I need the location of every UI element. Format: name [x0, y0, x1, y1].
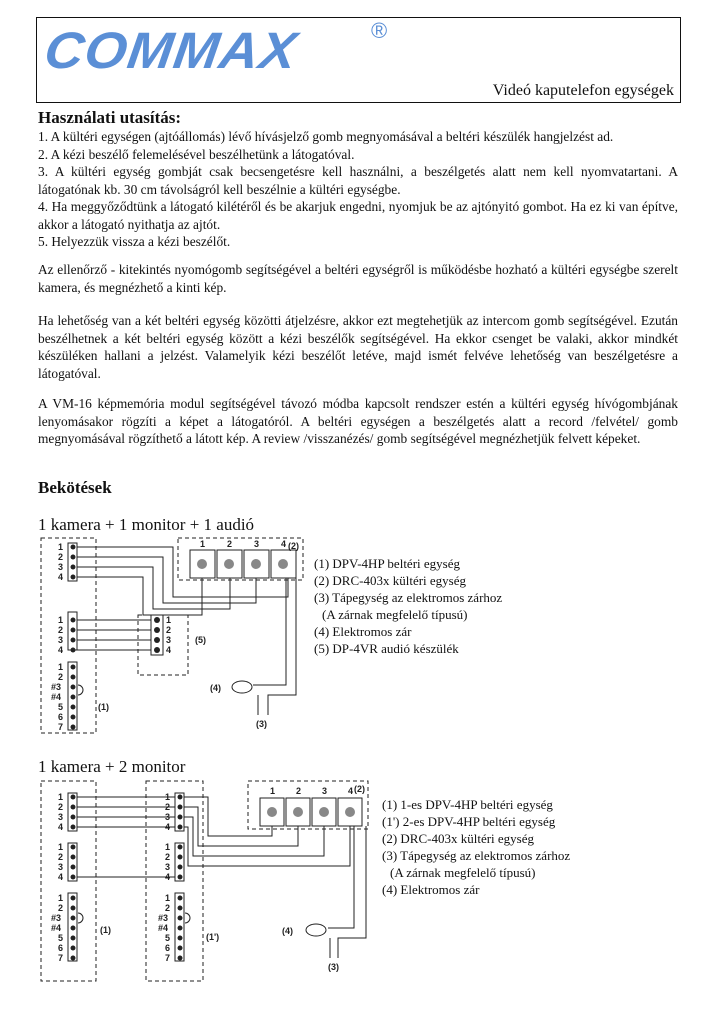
instruction-item: 1. A kültéri egységen (ajtóállomás) lévő hívásjelző gomb megnyomásával a beltéri készülék hangjelzést ad.: [38, 129, 614, 144]
terminal-label: #3: [51, 682, 62, 692]
port-label: 2: [166, 625, 172, 635]
legend-item: (2) DRC-403x kültéri egység: [314, 573, 467, 588]
port-label: 3: [322, 786, 328, 796]
terminal-label: 2: [165, 802, 171, 812]
terminal-label: 5: [165, 933, 171, 943]
instructions-title: Használati utasítás:: [38, 108, 182, 127]
instruction-item: 5. Helyezzük vissza a kézi beszélőt.: [38, 234, 231, 249]
terminal-label: 1: [58, 662, 64, 672]
port-label: 1: [200, 539, 206, 549]
terminal-label: #4: [51, 923, 62, 933]
terminal-label: 1: [58, 542, 64, 552]
unit-label: (2): [288, 541, 299, 551]
terminal-label: 4: [58, 572, 64, 582]
port-label: 1: [270, 786, 276, 796]
terminal-label: 2: [58, 903, 64, 913]
paragraph-monitor: [38, 261, 678, 296]
terminal-label: 2: [58, 672, 64, 682]
paragraph-memory: [38, 395, 678, 448]
terminal-label: 6: [165, 943, 171, 953]
terminal-label: 2: [58, 625, 64, 635]
body-paragraph: A VM-16 képmemória modul segítségével távozó módba kapcsolt rendszer estén a kültéri egység hívógombjának lenyomásakor rögzíti a képet a látogatóról. A beltéri egységen a beszélgetés alatt a record /felvétel/ gomb megnyomásával rögzíthető a látott kép. A review /visszanézés/ gomb segítségével megnézhetjük felvett képeket.: [38, 396, 678, 446]
terminal-label: 6: [58, 943, 64, 953]
unit-label: (1'): [206, 932, 220, 942]
unit-label: (3): [328, 962, 339, 972]
legend-item: (1') 2-es DPV-4HP beltéri egység: [382, 814, 556, 829]
terminal-label: 1: [165, 792, 171, 802]
diagram-2-legend: [382, 796, 570, 898]
port-label: 4: [348, 786, 354, 796]
terminal-label: 2: [58, 852, 64, 862]
port-label: 1: [166, 615, 172, 625]
unit-label: (4): [210, 683, 221, 693]
terminal-label: 3: [165, 812, 171, 822]
terminal-label: 7: [165, 953, 171, 963]
wiring-diagram-1: [38, 535, 308, 735]
body-paragraph: Az ellenőrző - kitekintés nyomógomb segítségével a beltéri egységről is működésbe hozható a kültéri egységbe szerelt kamera, és megnézhető a kinti kép.: [38, 262, 678, 295]
legend-item: (1) DPV-4HP beltéri egység: [314, 556, 460, 571]
document-subtitle: Videó kaputelefon egységek: [492, 82, 674, 99]
legend-item: (2) DRC-403x kültéri egység: [382, 831, 535, 846]
terminal-label: 1: [58, 842, 64, 852]
wiring-section-title: [38, 478, 678, 498]
unit-label: (1): [98, 702, 109, 712]
terminal-label: 6: [58, 712, 64, 722]
terminal-label: 4: [58, 872, 64, 882]
diagram-1-title: 1 kamera + 1 monitor + 1 audió: [38, 515, 255, 534]
legend-item: (3) Tápegység az elektromos zárhoz: [314, 590, 503, 605]
terminal-label: 1: [58, 792, 64, 802]
terminal-label: 4: [58, 645, 64, 655]
terminal-label: 2: [58, 802, 64, 812]
unit-label: (5): [195, 635, 206, 645]
paragraph-intercom: [38, 312, 678, 382]
wiring-title: Bekötések: [38, 478, 112, 497]
legend-item: (5) DP-4VR audió készülék: [314, 641, 459, 656]
terminal-label: 2: [165, 852, 171, 862]
instruction-item: 3. A kültéri egység gombját csak becsengetésre kell használni, a beszélgetés alatt nem kell nyomvatartani. A látogatónak kb. 30 cm távolságról kell beszélnie a kültéri egységbe.: [38, 164, 678, 197]
terminal-label: 7: [58, 722, 64, 732]
port-label: 3: [166, 635, 172, 645]
body-paragraph: Ha lehetőség van a két beltéri egység közötti átjelzésre, akkor ezt megtehetjük az intercom gomb segítségével. Ezután beszélhetnek a két beltéri egység között a kézi beszélők segítségével. Ha ekkor csenget be valaki, akkor mindkét készüléken hallani a jelzést. Valamelyik kézi beszélőt letéve, majd ismét felvéve lehetőség van beszélgetésre a látogatóval.: [38, 313, 678, 381]
document-header: [36, 17, 681, 103]
unit-label: (4): [282, 926, 293, 936]
terminal-label: 5: [58, 702, 64, 712]
terminal-label: 1: [165, 893, 171, 903]
terminal-label: 1: [165, 842, 171, 852]
port-label: 4: [166, 645, 172, 655]
terminal-label: 1: [58, 615, 64, 625]
terminal-label: #3: [158, 913, 169, 923]
terminal-label: 7: [58, 953, 64, 963]
legend-item: (A zárnak megfelelő típusú): [322, 607, 468, 622]
terminal-label: #4: [158, 923, 169, 933]
legend-item: (1) 1-es DPV-4HP beltéri egység: [382, 797, 553, 812]
terminal-label: 4: [165, 872, 171, 882]
wiring-diagram-2: [38, 778, 378, 983]
port-label: 2: [227, 539, 233, 549]
terminal-label: 2: [58, 552, 64, 562]
legend-item: (4) Elektromos zár: [314, 624, 412, 639]
terminal-label: 2: [165, 903, 171, 913]
terminal-label: #4: [51, 692, 62, 702]
commax-logo: COMMAX: [40, 22, 301, 80]
terminal-label: 3: [165, 862, 171, 872]
terminal-label: 3: [58, 562, 64, 572]
unit-label: (2): [354, 784, 365, 794]
terminal-label: 1: [58, 893, 64, 903]
unit-label: (3): [256, 719, 267, 729]
instruction-item: 2. A kézi beszélő felemelésével beszélhetünk a látogatóval.: [38, 146, 355, 162]
port-label: 3: [254, 539, 260, 549]
terminal-label: 5: [58, 933, 64, 943]
legend-item: (4) Elektromos zár: [382, 882, 480, 897]
terminal-label: 3: [58, 635, 64, 645]
terminal-label: 3: [58, 862, 64, 872]
unit-label: (1): [100, 925, 111, 935]
diagram-2-title: 1 kamera + 2 monitor: [38, 757, 186, 776]
instruction-item: 4. Ha meggyőződtünk a látogató kilétéről és be akarjuk engedni, nyomjuk be az ajtónyitó gombot. Ha ez ki van építve, akkor a látogató nyithatja az ajtót.: [38, 199, 678, 232]
port-label: 2: [296, 786, 302, 796]
port-label: 4: [281, 539, 287, 549]
legend-item: (A zárnak megfelelő típusú): [390, 865, 536, 880]
terminal-label: 4: [165, 822, 171, 832]
terminal-label: #3: [51, 913, 62, 923]
diagram-1-legend: [314, 555, 502, 657]
terminal-label: 4: [58, 822, 64, 832]
terminal-label: 3: [58, 812, 64, 822]
registered-mark: ®: [371, 18, 388, 43]
instructions-section: [38, 108, 678, 251]
legend-item: (3) Tápegység az elektromos zárhoz: [382, 848, 571, 863]
